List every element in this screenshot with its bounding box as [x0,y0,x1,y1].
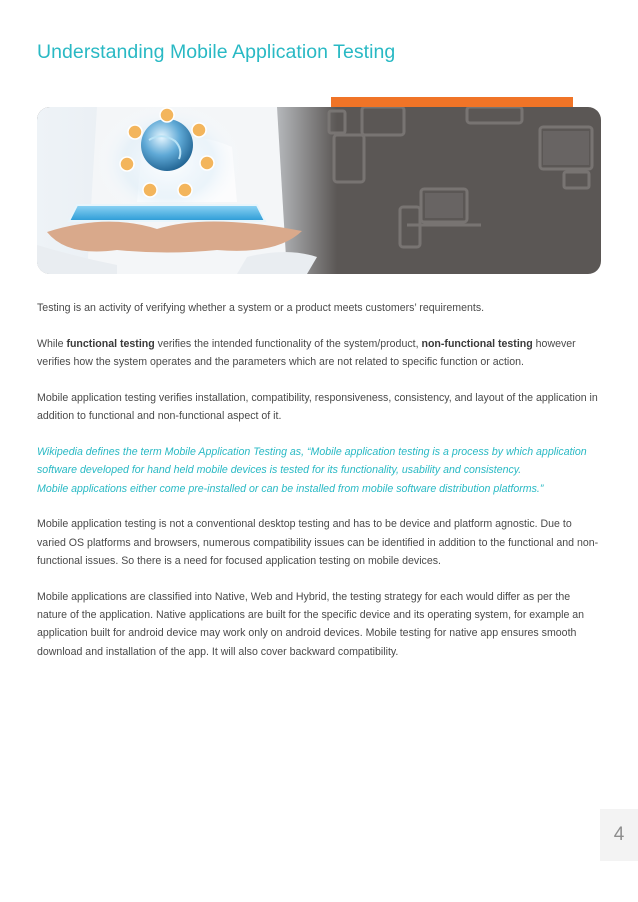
paragraph-5: Mobile application testing is not a conventional desktop testing and has to be device and platform agnostic. Due to varied OS platforms and browsers, numerous compatibility issues can be identified in addition to the functional and non-functional issues. So there is a need for focused application testing on mobile devices. [37,518,599,567]
bold-non-functional-testing: non-functional testing [421,337,533,350]
wikipedia-quote [37,443,602,498]
page-title: Understanding Mobile Application Testing [37,41,396,63]
banner-image [37,107,601,274]
paragraph-1: Testing is an activity of verifying whether a system or a product meets customers’ requirements. [37,302,485,314]
paragraph-3: Mobile application testing verifies installation, compatibility, responsiveness, consistency, and layout of the application in addition to functional and non-functional aspect of it. [37,391,598,423]
accent-bar [331,97,573,107]
page-number: 4 [613,824,625,845]
paragraph-6: Mobile applications are classified into Native, Web and Hybrid, the testing strategy for each would differ as per the nature of the application. Native applications are built for the specific device and its operating system, for example an application built for android device may work only on android devices. Mobile testing for native app ensures smooth download and installation of the app. It will also cover backward compatibility. [37,590,585,658]
paragraph-2: While functional testing verifies the intended functionality of the system/product, non-functional testing however verifies how the system operates and the parameters which are not related to specific function or action. [37,337,576,369]
bold-functional-testing: functional testing [66,337,155,350]
quote-line-3: Mobile applications either come pre-installed or can be installed from mobile software distribution platforms.” [37,482,544,495]
quote-line-1: Wikipedia defines the term Mobile Application Testing as, “Mobile application testing is a process by which application [37,445,587,458]
page-number-box [600,809,638,861]
quote-line-2: software developed for hand held mobile devices is tested for its functionality, usability and consistency. [37,464,522,477]
body-text [37,299,602,678]
